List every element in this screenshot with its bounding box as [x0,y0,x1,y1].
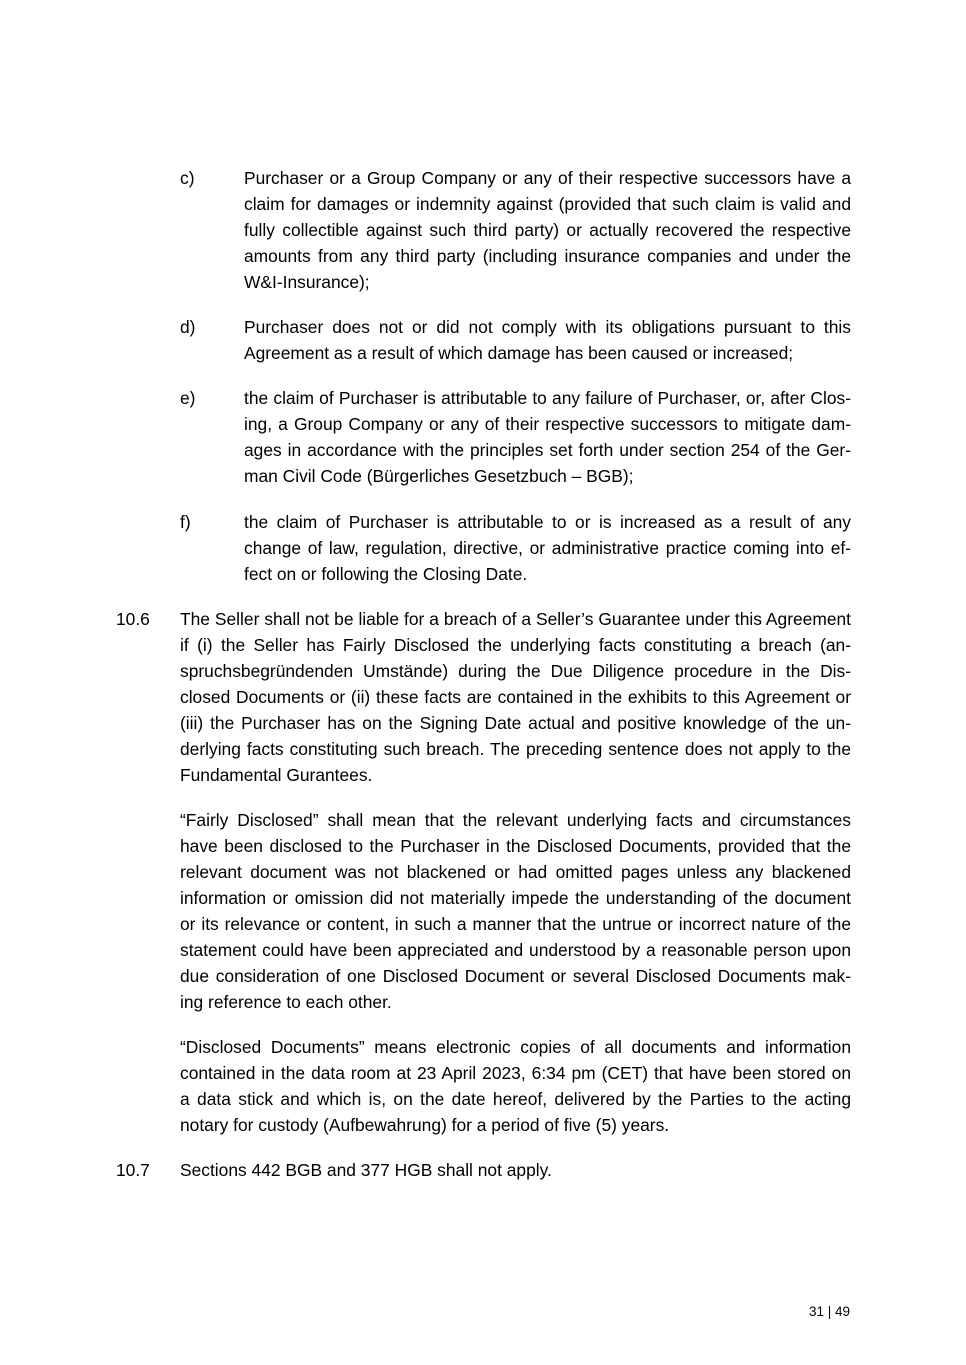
text-line: contained in the data room at 23 April 2023, 6:34 pm (CET) that have been stored on [180,1063,851,1083]
section-number: 10.7 [116,1160,150,1180]
text-line: ing, a Group Company or any of their respective successors to mitigate dam- [244,414,851,434]
text-line: derlying facts constituting such breach. The preceding sentence does not apply to the [180,739,851,759]
text-line: ing reference to each other. [180,992,392,1012]
item-text [244,385,851,489]
section-paragraph [180,1157,851,1183]
fairly-disclosed-definition [180,807,851,1015]
page-number: 31 | 49 [808,1304,850,1319]
item-text [244,314,851,366]
item-label: c) [180,168,195,188]
text-line: amounts from any third party (including insurance companies and under the [244,246,851,266]
item-label: d) [180,317,196,337]
text-line: Sections 442 BGB and 377 HGB shall not apply. [180,1160,552,1180]
text-line: Agreement as a result of which damage has been caused or increased; [244,343,794,363]
text-line: The Seller shall not be liable for a breach of a Seller’s Guarantee under this Agreement [180,609,851,629]
text-line: statement could have been appreciated and understood by a reasonable person upon [180,940,851,960]
text-line: notary for custody (Aufbewahrung) for a period of five (5) years. [180,1115,670,1135]
text-line: change of law, regulation, directive, or administrative practice coming into ef- [244,538,851,558]
item-label: f) [180,512,191,532]
text-line: or its relevance or content, in such a manner that the untrue or incorrect nature of the [180,914,851,934]
item-text [244,165,851,295]
text-line: the claim of Purchaser is attributable to any failure of Purchaser, or, after Clos- [244,388,851,408]
text-line: a data stick and which is, on the date hereof, delivered by the Parties to the acting [180,1089,851,1109]
text-line: if (i) the Seller has Fairly Disclosed the underlying facts constituting a breach (an- [180,635,851,655]
text-line: spruchsbegründenden Umstände) during the Due Diligence procedure in the Dis- [180,661,851,681]
text-line: relevant document was not blackened or had omitted pages unless any blackened [180,862,851,882]
text-line: fully collectible against such third party) or actually recovered the respective [244,220,851,240]
disclosed-documents-definition [180,1034,851,1138]
text-line: Purchaser does not or did not comply with its obligations pursuant to this [244,317,851,337]
text-line: man Civil Code (Bürgerliches Gesetzbuch – BGB); [244,466,634,486]
text-line: ages in accordance with the principles set forth under section 254 of the Ger- [244,440,851,460]
text-line: “Disclosed Documents” means electronic copies of all documents and information [180,1037,851,1057]
text-line: closed Documents or (ii) these facts are contained in the exhibits to this Agreement or [180,687,851,707]
item-label: e) [180,388,196,408]
section-number: 10.6 [116,609,150,629]
text-line: the claim of Purchaser is attributable to or is increased as a result of any [244,512,851,532]
text-line: information or omission did not materially impede the understanding of the document [180,888,851,908]
text-line: (iii) the Purchaser has on the Signing Date actual and positive knowledge of the un- [180,713,851,733]
text-line: Purchaser or a Group Company or any of their respective successors have a [244,168,851,188]
text-line: fect on or following the Closing Date. [244,564,528,584]
text-line: Fundamental Gurantees. [180,765,373,785]
text-line: W&I-Insurance); [244,272,370,292]
text-line: have been disclosed to the Purchaser in the Disclosed Documents, provided that the [180,836,851,856]
text-line: “Fairly Disclosed” shall mean that the relevant underlying facts and circumstances [180,810,851,830]
section-paragraph [180,606,851,788]
text-line: due consideration of one Disclosed Document or several Disclosed Documents mak- [180,966,851,986]
item-text [244,509,851,587]
text-line: claim for damages or indemnity against (provided that such claim is valid and [244,194,851,214]
